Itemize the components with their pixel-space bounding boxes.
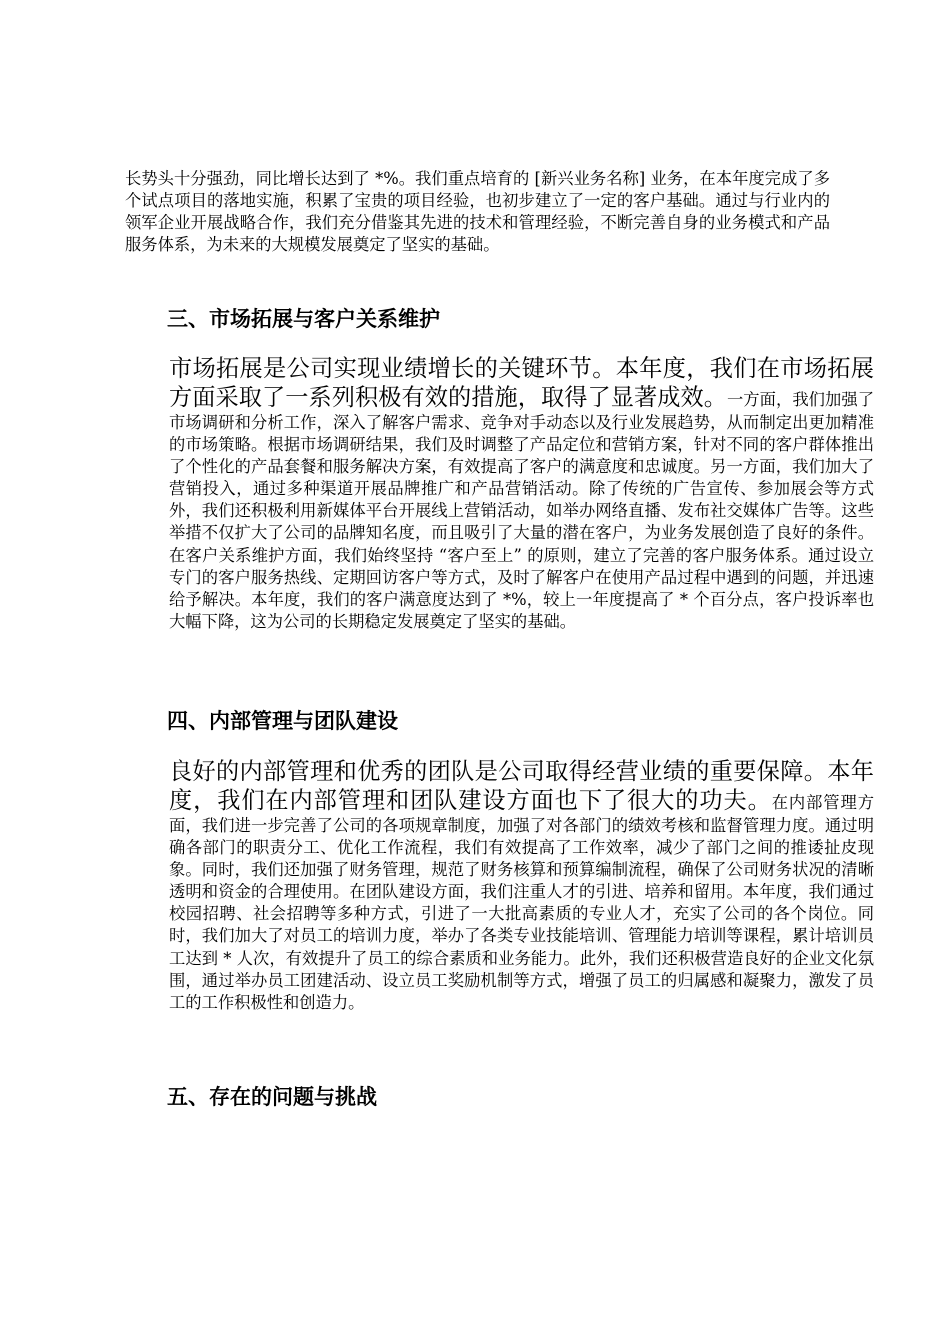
section-4-paragraph bbox=[125, 757, 874, 1014]
section-4-body: 在内部管理方面，我们进一步完善了公司的各项规章制度，加强了对各部门的绩效考核和监督管理力度。通过明确各部门的职责分工、优化工作流程，我们有效提高了工作效率，减少了部门之间的推诿扯皮现象。同时，我们还加强了财务管理，规范了财务核算和预算编制流程，确保了公司财务状况的清晰透明和资金的合理使用。在团队建设方面，我们注重人才的引进、培养和留用。本年度，我们通过校园招聘、社会招聘等多种方式，引进了一大批高素质的专业人才，充实了公司的各个岗位。同时，我们加大了对员工的培训力度，举办了各类专业技能培训、管理能力培训等课程，累计培训员工达到 * 人次，有效提升了员工的综合素质和业务能力。此外，我们还积极营造良好的企业文化氛围，通过举办员工团建活动、设立员工奖励机制等方式，增强了员工的归属感和凝聚力，激发了员工的工作积极性和创造力。 bbox=[169, 793, 874, 1012]
intro-paragraph: 长势头十分强劲，同比增长达到了 *%。我们重点培育的 [新兴业务名称] 业务，在本年度完成了多个试点项目的落地实施，积累了宝贵的项目经验，也初步建立了一定的客户基础。通过与行业内的领军企业开展战略合作，我们充分借鉴其先进的技术和管理经验，不断完善自身的业务模式和产品服务体系，为未来的大规模发展奠定了坚实的基础。 bbox=[125, 169, 830, 255]
section-3-paragraph bbox=[125, 354, 874, 633]
section-4-heading: 四、内部管理与团队建设 bbox=[167, 709, 398, 733]
section-5-heading: 五、存在的问题与挑战 bbox=[167, 1085, 377, 1109]
section-3-body: 一方面，我们加强了市场调研和分析工作，深入了解客户需求、竞争对手动态以及行业发展趋势，从而制定出更加精准的市场策略。根据市场调研结果，我们及时调整了产品定位和营销方案，针对不同的客户群体推出了个性化的产品套餐和服务解决方案，有效提高了客户的满意度和忠诚度。另一方面，我们加大了营销投入，通过多种渠道开展品牌推广和产品营销活动。除了传统的广告宣传、参加展会等方式外，我们还积极利用新媒体平台开展线上营销活动，如举办网络直播、发布社交媒体广告等。这些举措不仅扩大了公司的品牌知名度，而且吸引了大量的潜在客户，为业务发展创造了良好的条件。在客户关系维护方面，我们始终坚持 “客户至上” 的原则，建立了完善的客户服务体系。通过设立专门的客户服务热线、定期回访客户等方式，及时了解客户在使用产品过程中遇到的问题，并迅速给予解决。本年度，我们的客户满意度达到了 *%，较上一年度提高了 * 个百分点，客户投诉率也大幅下降，这为公司的长期稳定发展奠定了坚实的基础。 bbox=[169, 390, 874, 631]
section-3-heading: 三、市场拓展与客户关系维护 bbox=[167, 307, 440, 331]
section-3-lead: 市场拓展是公司实现业绩增长的关键环节。本年度，我们在市场拓展方面采取了一系列积极有效的措施，取得了显著成效。 bbox=[169, 355, 874, 411]
section-4-lead: 良好的内部管理和优秀的团队是公司取得经营业绩的重要保障。本年度，我们在内部管理和团队建设方面也下了很大的功夫。 bbox=[169, 758, 874, 814]
